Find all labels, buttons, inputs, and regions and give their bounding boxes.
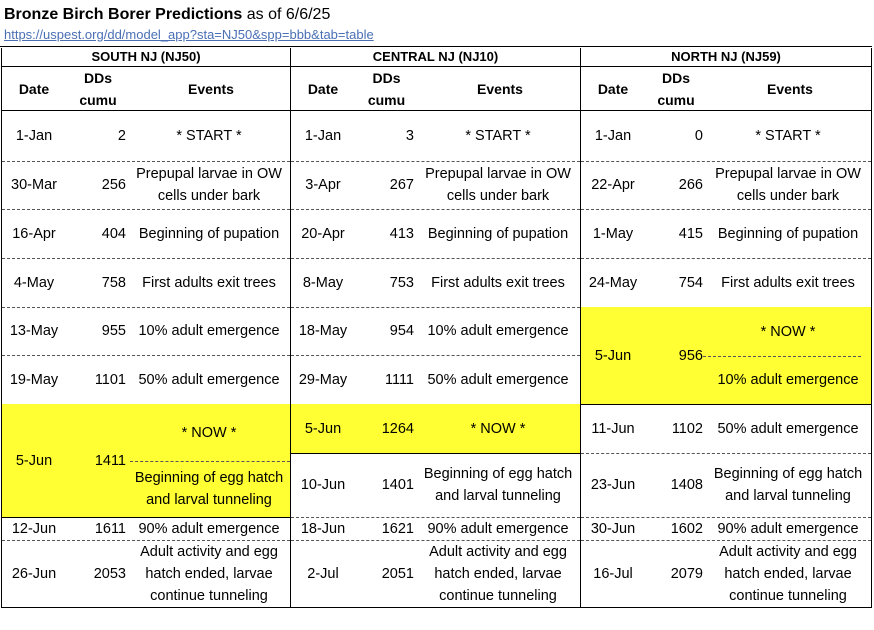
dd-cumu-cell: 0 [694,128,703,144]
event-cell: * START * [176,128,242,144]
event-cell: Adult activity and egg hatch ended, larvae continue tunneling [140,544,278,604]
event-cell: Beginning of egg hatch and larval tunneling [134,470,284,508]
event-cell: 10% adult emergence [717,372,859,388]
dd-cumu-cell: 1401 [381,477,414,493]
dd-cumu-cell: 1101 [94,371,126,388]
event-cell: 90% adult emergence [717,520,859,537]
col-header-date: Date [597,81,629,97]
date-cell: 1-Jan [304,128,342,144]
col-header-dds [66,67,130,111]
dd-cumu-cell: 754 [678,274,703,291]
date-cell: 30-Jun [590,520,636,537]
date-cell: 24-May [588,274,638,291]
date-cell: 18-May [298,323,348,339]
date-cell: 4-May [13,274,55,291]
date-cell: 23-Jun [590,477,636,493]
date-cell: 16-Jul [593,566,633,582]
event-cell: Adult activity and egg hatch ended, larvae continue tunneling [719,544,857,604]
dd-cumu-cell: 1602 [670,520,703,537]
date-cell: 18-Jun [300,520,346,537]
event-cell-now: * NOW * [181,424,237,441]
col-header-dds-line2: cumu [367,92,406,108]
event-cell: First adults exit trees [721,274,855,291]
col-header-dds [645,67,707,111]
date-cell: 22-Apr [591,177,635,193]
date-cell: 12-Jun [11,520,57,537]
dd-cumu-cell: 1264 [381,420,414,437]
page-title [4,5,330,25]
event-cell: 50% adult emergence [717,420,859,437]
title-bold: Bronze Birch Borer Predictions [4,6,243,23]
event-cell: * NOW * [470,420,526,437]
dd-cumu-cell: 1111 [384,371,414,388]
date-cell: 19-May [9,371,59,388]
dd-cumu-cell: 1621 [381,520,414,537]
dd-cumu-cell: 404 [101,225,126,242]
date-cell: 5-Jun [594,347,632,364]
leader-line [703,356,861,357]
event-cell: Beginning of pupation [427,225,569,242]
date-cell: 16-Apr [12,225,56,242]
event-cell: Adult activity and egg hatch ended, larvae continue tunneling [429,544,567,604]
date-cell: 1-Jan [15,128,53,144]
dd-cumu-cell: 956 [678,347,703,364]
date-cell: 8-May [302,274,344,291]
row-divider [130,461,290,462]
dd-cumu-cell: 2 [117,128,126,144]
event-cell: 90% adult emergence [138,520,280,537]
event-cell: Prepupal larvae in OW cells under bark [425,166,571,204]
event-cell: 50% adult emergence [138,371,280,388]
dd-cumu-cell: 954 [389,323,414,339]
event-cell: First adults exit trees [142,274,276,291]
event-cell-now: * NOW * [760,323,816,340]
region-title: CENTRAL NJ (NJ10) [291,48,580,67]
event-cell: Beginning of egg hatch and larval tunneling [423,466,573,504]
date-cell: 10-Jun [300,477,346,493]
date-cell: 5-Jun [304,420,342,437]
region-north [580,48,872,608]
dd-cumu-cell: 3 [405,128,414,144]
col-header-date: Date [307,81,339,97]
date-cell: 1-Jan [594,128,632,144]
event-cell: First adults exit trees [431,274,565,291]
date-cell: 3-Apr [305,177,341,193]
dd-cumu-cell: 267 [389,177,414,193]
dd-cumu-cell: 1611 [94,520,126,537]
dd-cumu-cell: 2051 [381,566,414,582]
col-header-events: Events [477,81,523,97]
event-cell: Beginning of egg hatch and larval tunneling [713,466,863,504]
col-header-dds-line2: cumu [79,92,117,108]
top-rule [0,46,872,47]
col-header-date: Date [18,81,50,97]
date-cell: 20-Apr [301,225,345,242]
region-south [1,48,291,608]
dd-cumu-cell: 753 [389,274,414,291]
event-cell: Prepupal larvae in OW cells under bark [136,166,282,204]
event-cell: Beginning of pupation [138,225,280,242]
event-cell: * START * [755,128,821,144]
dd-cumu-cell: 1411 [94,452,126,469]
dd-cumu-cell: 415 [678,225,703,242]
dd-cumu-cell: 1102 [671,420,703,437]
region-central [290,48,581,608]
event-cell: 50% adult emergence [427,371,569,388]
date-cell: 13-May [9,323,59,339]
dd-cumu-cell: 1408 [670,477,703,493]
col-header-events: Events [188,81,234,97]
dd-cumu-cell: 2079 [670,566,703,582]
dd-cumu-cell: 256 [101,177,126,193]
date-cell: 2-Jul [307,566,339,582]
event-cell: * START * [465,128,531,144]
date-cell: 26-Jun [11,566,57,582]
date-cell: 1-May [592,225,634,242]
model-link[interactable]: https://uspest.org/dd/model_app?sta=NJ50&spp=bbb&tab=table [4,27,374,42]
dd-cumu-cell: 266 [678,177,703,193]
col-header-dds-line1: DDs [83,70,112,86]
dd-cumu-cell: 2053 [93,566,126,582]
title-date: as of 6/6/25 [242,6,331,23]
dd-cumu-cell: 955 [101,323,126,339]
col-header-dds-line2: cumu [657,92,695,108]
date-cell: 11-Jun [591,420,635,437]
event-cell: Beginning of pupation [717,225,859,242]
event-cell: 90% adult emergence [427,520,569,537]
col-header-dds-line1: DDs [661,70,690,86]
region-title: SOUTH NJ (NJ50) [2,48,290,67]
event-cell: 10% adult emergence [138,323,280,339]
col-header-events: Events [767,81,813,97]
date-cell: 29-May [298,371,348,388]
date-cell: 30-Mar [11,177,57,193]
event-cell: Prepupal larvae in OW cells under bark [715,166,861,204]
col-header-dds-line1: DDs [372,70,401,86]
dd-cumu-cell: 758 [101,274,126,291]
dd-cumu-cell: 413 [389,225,414,242]
date-cell: 5-Jun [15,452,53,469]
event-cell: 10% adult emergence [427,323,569,339]
col-header-dds [355,67,418,111]
region-title: NORTH NJ (NJ59) [581,48,871,67]
